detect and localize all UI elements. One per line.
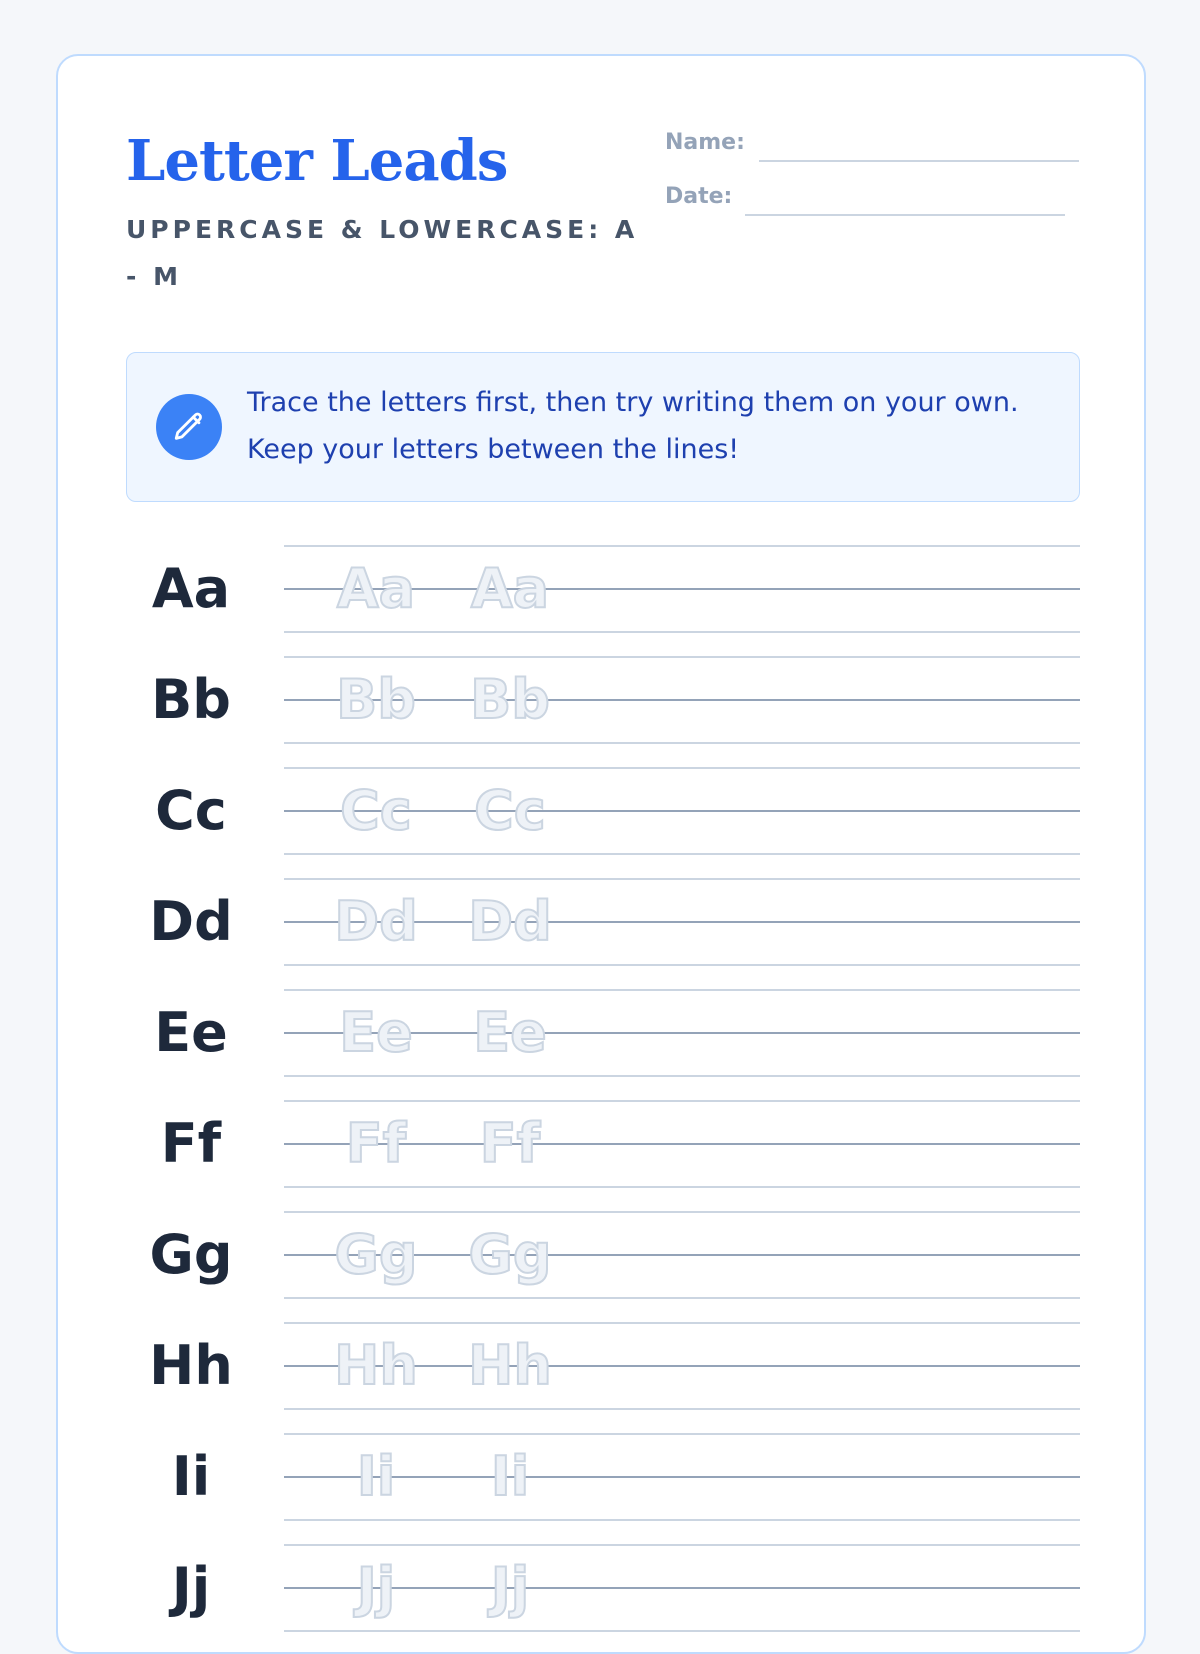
date-label: Date:: [665, 184, 733, 209]
trace-letter: Ee: [473, 1001, 547, 1064]
model-letter: Cc: [155, 779, 227, 842]
name-label: Name:: [665, 130, 745, 155]
practice-row: [58, 1322, 1146, 1410]
trace-letter: Dd: [468, 890, 552, 953]
trace-letter: Ee: [339, 1001, 413, 1064]
practice-row: [58, 656, 1146, 744]
model-letter: Ff: [160, 1112, 222, 1175]
model-letter: Jj: [171, 1556, 211, 1619]
practice-row: [58, 989, 1146, 1077]
name-field[interactable]: [759, 160, 1079, 162]
worksheet: [56, 54, 1146, 1654]
model-letter: Ii: [171, 1445, 211, 1508]
trace-letter: Hh: [334, 1334, 418, 1397]
trace-letter: Aa: [470, 557, 550, 620]
trace-letter: Bb: [336, 668, 416, 731]
worksheet-subtitle: UPPERCASE & LOWERCASE: A - M: [126, 215, 639, 291]
trace-letter: Cc: [474, 779, 546, 842]
trace-letter: Dd: [334, 890, 418, 953]
practice-row: [58, 1100, 1146, 1188]
trace-letter: Ff: [345, 1112, 407, 1175]
trace-letter: Aa: [336, 557, 416, 620]
model-letter: Ee: [154, 1001, 228, 1064]
worksheet-title: Letter Leads: [126, 128, 508, 194]
practice-row: [58, 1544, 1146, 1632]
trace-letter: Bb: [470, 668, 550, 731]
trace-letter: Gg: [468, 1223, 552, 1286]
pencil-icon: [156, 394, 222, 460]
trace-letter: Cc: [340, 779, 412, 842]
practice-row: [58, 1433, 1146, 1521]
practice-row: [58, 767, 1146, 855]
date-field[interactable]: [745, 214, 1065, 216]
trace-letter: Ii: [356, 1445, 396, 1508]
trace-letter: Jj: [356, 1556, 396, 1619]
trace-letter: Gg: [334, 1223, 418, 1286]
trace-letter: Ff: [479, 1112, 541, 1175]
instructions-text: Trace the letters first, then try writing them on your own. Keep your letters between the lines!: [247, 387, 1019, 465]
trace-letter: Hh: [468, 1334, 552, 1397]
model-letter: Aa: [151, 557, 231, 620]
model-letter: Bb: [151, 668, 231, 731]
model-letter: Gg: [149, 1223, 233, 1286]
practice-row: [58, 545, 1146, 633]
model-letter: Hh: [149, 1334, 233, 1397]
model-letter: Dd: [149, 890, 233, 953]
practice-row: [58, 1211, 1146, 1299]
practice-row: [58, 878, 1146, 966]
trace-letter: Jj: [490, 1556, 530, 1619]
instructions-box: [126, 352, 1080, 502]
trace-letter: Ii: [490, 1445, 530, 1508]
